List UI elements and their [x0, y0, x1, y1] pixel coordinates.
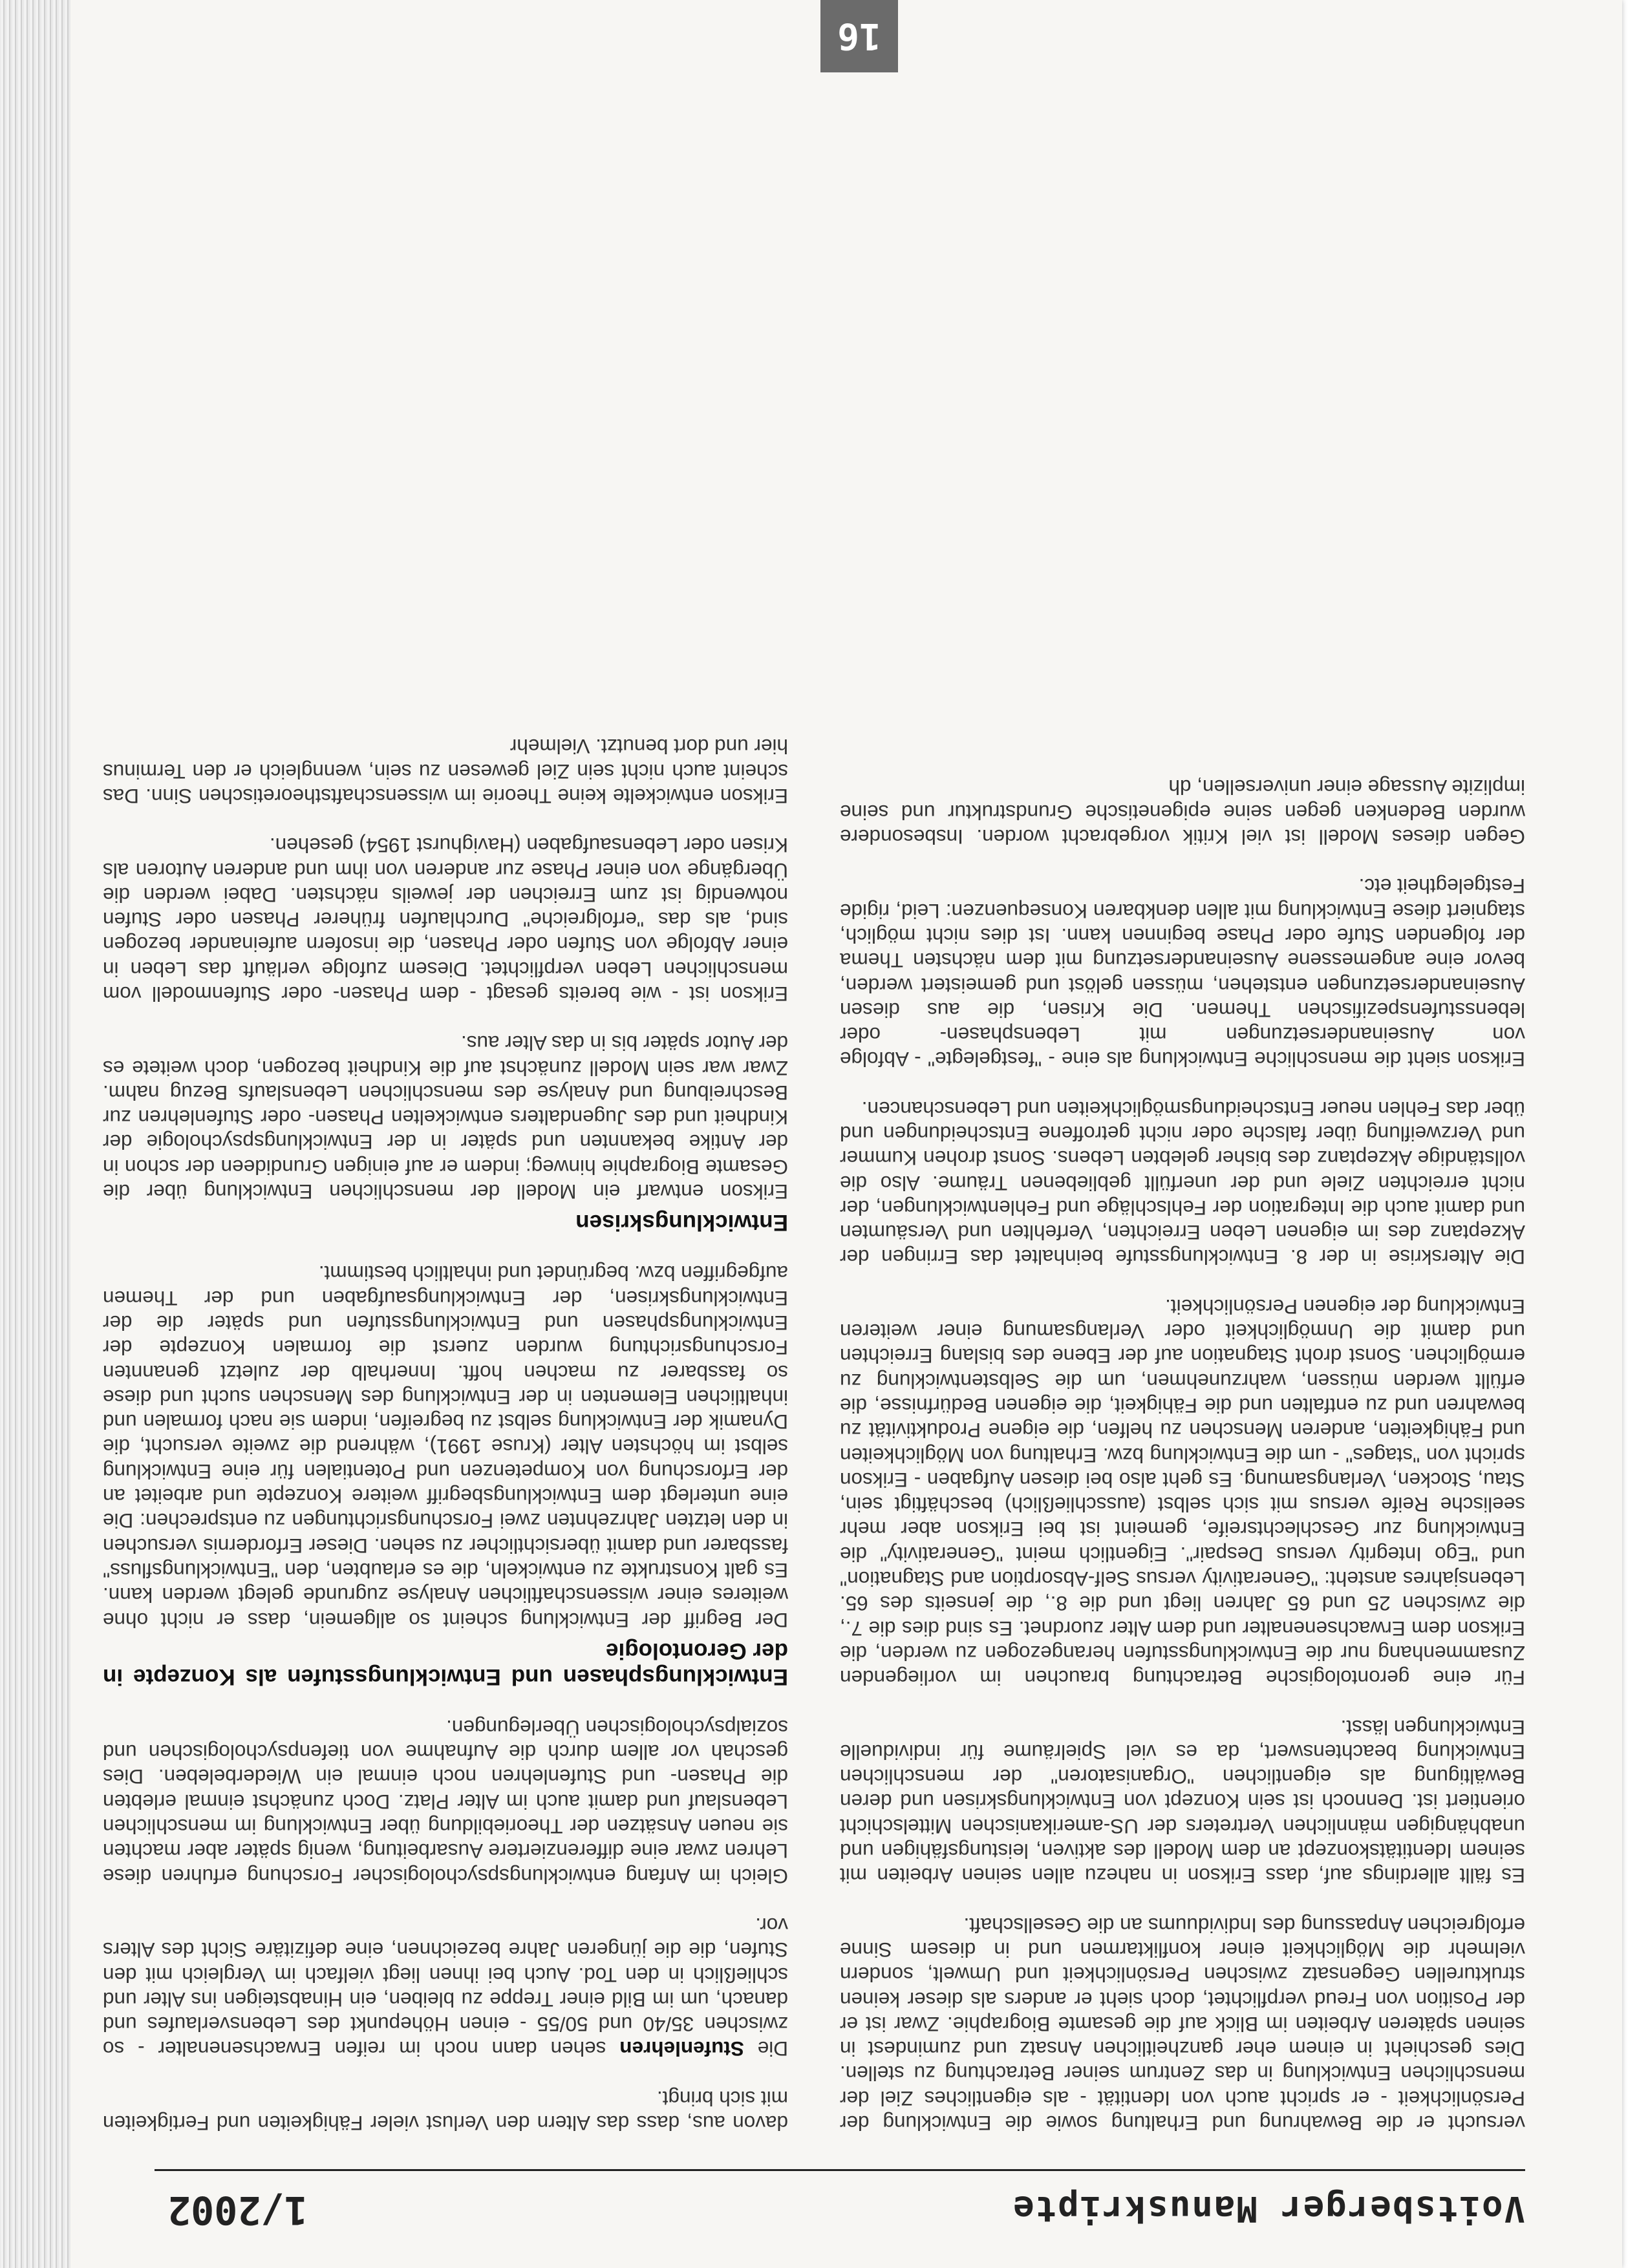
paragraph: Es fällt allerdings auf, dass Erikson in nahezu allen seinen Arbeiten mit seinem Identitätskonzept an dem Modell des aktiven, leistungsfähigen und unabhängigen männlichen Vertreters der US-amerikanischen Mittelschicht orientiert ist. Dennoch ist sein Konzept von Entwicklungskrisen und deren Bewältigung als eigentlichen "Organisatoren" der menschlichen Entwicklung beachtenswert, da es viel Spielräume für individuelle Entwicklungen lässt.: [840, 1715, 1525, 1888]
paragraph: Erikson entwarf ein Modell der menschlichen Entwicklung über die Gesamte Biographie hinweg; indem er auf einigen Grundideen der schon in der Antike bekannten und später in der Entwicklungspsychologie der Kindheit und des Jugendalters entwickelten Phasen- oder Stufenlehren zur Beschreibung und Analyse des menschlichen Lebenslaufs Bezug nahm. Zwar war sein Modell zunächst auf die Kindheit bezogen, doch weitete es der Autor später bis in das Alter aus.: [103, 1032, 788, 1204]
paragraph: Die Alterskrise in der 8. Entwicklungsstufe beinhaltet das Erringen der Akzeptanz des im eigenen Leben Erreichten, Verfehlten und Versäumten und damit auch die Integration der Fehlschläge und Fehlentwicklungen, der nicht erreichten Ziele und der unerfüllt gebliebenen Träume. Also die vollständige Akzeptanz des bisher gelebten Lebens. Sonst drohen Kummer und Verzweiflung über falsche oder nicht getroffene Entscheidungen und über das Fehlen neuer Entscheidungsmöglichkeiten und Lebenschancen.: [840, 1097, 1525, 1269]
text-column-right: [103, 710, 788, 2136]
paragraph: Für eine gerontologische Betrachtung brauchen im vorliegenden Zusammenhang nur die Entwicklungsstufen herangezogen zu werden, die Erikson dem Erwachsenenalter und dem Alter zuordnet. Es sind dies die 7., die zwischen 25 und 65 Jahren liegt und die 8., die jenseits des 65. Lebensjahres ansteht: "Generativity versus Self-Absorption and Stagnation" und "Ego Integrity versus Despair". Eigentlich meint "Generativity" die Entwicklung zur Geschlechtsreife, gemeint ist bei Erikson aber mehr seelische Reife versus mit sich selbst (ausschließlich) beschäftigt sein, Stau, Stocken, Verlangsamung. Es geht also bei diesen Aufgaben - Erikson spricht von "stages" - um die Entwicklung bzw. Erhaltung von Möglichkeiten und Fähigkeiten, anderen Menschen zu helfen, die eigene Produktivität zu bewahren und zu entfalten und die Fähigkeit, die eigenen Bedürfnisse, die erfüllt werden müssen, wahrzunehmen, um die Selbstentwicklung zu ermöglichen. Sonst droht Stagnation auf der Ebene des bislang Erreichten und damit die Unmöglichkeit oder Verlangsamung einer weiteren Entwicklung der eigenen Persönlichkeit.: [840, 1295, 1525, 1690]
paragraph: Gegen dieses Modell ist viel Kritik vorgebracht worden. Insbesondere wurden Bedenken gegen seine epigenetische Grundstruktur und seine implizite Aussage einer universellen, dh: [840, 776, 1525, 849]
paragraph: Der Begriff der Entwicklung scheint so allgemein, dass er nicht ohne weiteres einer wissenschaftlichen Analyse zugrunde gelegt werden kann. Es galt Konstrukte zu entwickeln, die es erlaubten, den "Entwicklungsfluss" fassbarer und damit übersichtlicher zu sehen. Dieser Erfordernis versuchen in den letzten Jahrzehnten zwei Forschungsrichtungen zu entsprechen: Die eine unterlegt dem Entwicklungsbegriff weitere Konzepte und arbeitet an der Erforschung von Kompetenzen und Potentialen für eine Entwicklung selbst im höchsten Alter (Kruse 1991), während die zweite versucht, die Dynamik der Entwicklung selbst zu begreifen, indem sie nach formalen und inhaltlichen Elementen in der Entwicklung des Menschen sucht und diese so fassbarer zu machen hofft. Innerhalb der zuletzt genannten Forschungsrichtung wurden zuerst die formalen Konzepte der Entwicklungsphasen und Entwicklungsstufen und später die der Entwicklungskrisen, der Entwicklungsaufgaben und der Themen aufgegriffen bzw. begründet und inhaltlich bestimmt.: [103, 1262, 788, 1632]
paragraph: Gleich im Anfang entwicklungspsychologischer Forschung erfuhren diese Lehren zwar eine differenziertere Ausarbeitung, wenig später aber machten sie neuen Ansätzen der Theoriebildung über Entwicklung im menschlichen Lebenslauf und damit auch im Alter Platz. Doch zunächst einmal erlebten die Phasen- und Stufenlehren noch einmal ein Wiederbeleben. Dies geschah vor allem durch die Aufnahme von tiefenpsychologischen und sozialpsychologischen Überlegungen.: [103, 1715, 788, 1888]
paragraph-text: sehen dann noch im reifen Erwachsenenalter - so zwischen 35/40 und 50/55 - einen Höhepunkt des Lebensverlaufes und danach, um im Bild einer Treppe zu bleiben, ein Hinabsteigen ins Alter und schließlich in den Tod. Auch bei ihnen liegt vielfach im Vergleich mit den Stufen, die die jüngeren Jahre bezeichnen, eine defizitäre Sicht des Alters vor.: [103, 1913, 788, 2061]
issue-number: 1/2002: [167, 2187, 308, 2232]
paragraph: [103, 1913, 788, 2062]
paragraph-lead: Die: [744, 2037, 788, 2061]
section-heading: Entwicklungsphasen und Entwicklungsstufen als Konzepte in der Gerontologie: [103, 1638, 788, 1690]
magazine-page: [70, 0, 1622, 2268]
bold-term: Stufenlehren: [619, 2037, 744, 2061]
paragraph: versucht er die Bewahrung und Erhaltung sowie die Entwicklung der Persönlichkeit - er spricht auch von Identität - als eigentliches Ziel der menschlichen Entwicklung in das Zentrum seiner Betrachtung zu stellen. Dies geschieht in einem eher ganzheitlichen Ansatz und zumindest in seinen späteren Arbeiten im Blick auf die gesamte Biographie. Zwar ist er der Position von Freud verpflichtet, doch sieht er anders als dieser keinen strukturellen Gegensatz zwischen Persönlichkeit und Umwelt, sondern vielmehr die Möglichkeit einer konfliktarmen und in diesem Sinne erfolgreichen Anpassung des Individuums an die Gesellschaft.: [840, 1913, 1525, 2135]
text-column-left: [840, 750, 1525, 2136]
section-heading: Entwicklungskrisen: [575, 1210, 788, 1236]
running-head: Voitsberger Manuskripte: [1012, 2189, 1525, 2229]
paragraph: Erikson sieht die menschliche Entwicklung als eine - "festgelegte" - Abfolge von Auseinandersetzungen mit Lebensphasen- oder lebensstufenspezifischen Themen. Die Krisen, die aus diesen Auseinandersetzungen entstehen, müssen gelöst und gemeistert werden, bevor eine angemessene Auseinandersetzung mit dem nächsten Thema der folgenden Stufe oder Phase beginnen kann. Ist dies nicht möglich, stagniert diese Entwicklung mit allen denkbaren Konsequenzen: Leid, rigide Festgelegtheit etc.: [840, 874, 1525, 1072]
header-rule: [155, 2169, 1525, 2171]
page-stack-edges: [0, 0, 70, 2268]
paragraph: davon aus, dass das Altern den Verlust vieler Fähigkeiten und Fertigkeiten mit sich bringt.: [103, 2086, 788, 2135]
paragraph: Erikson ist - wie bereits gesagt - dem Phasen- oder Stufenmodell vom menschlichen Leben verpflichtet. Diesem zufolge verläuft das Leben in einer Abfolge von Stufen oder Phasen, die insofern aufeinander bezogen sind, als das "erfolgreiche" Durchlaufen früherer Phasen oder Stufen notwendig ist zum Erreichen der jeweils nächsten. Dabei werden die Übergänge von einer Phase zur anderen von ihm und anderen Autoren als Krisen oder Lebensaufgaben (Havighurst 1954) gesehen.: [103, 834, 788, 1006]
page-number: 16: [820, 0, 898, 72]
paragraph: Erikson entwickelte keine Theorie im wissenschaftstheoretischen Sinn. Das scheint auch nicht sein Ziel gewesen zu sein, wenngleich er den Terminus hier und dort benutzt. Vielmehr: [103, 735, 788, 808]
